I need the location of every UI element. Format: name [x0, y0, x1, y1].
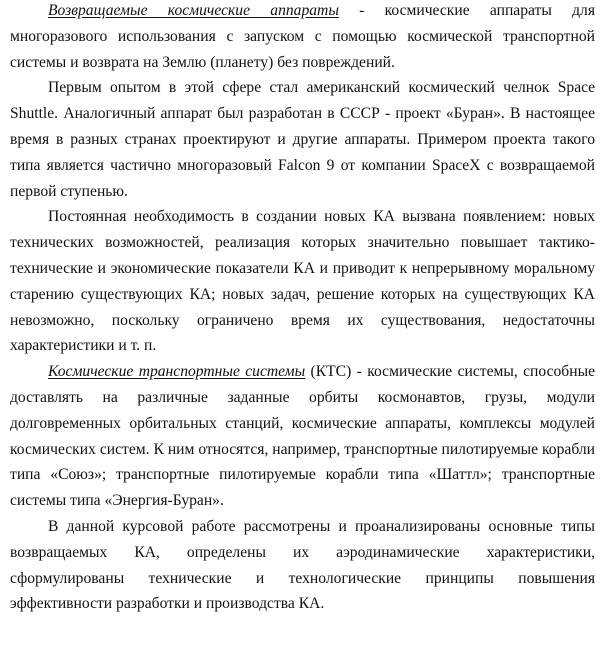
paragraph-necessity — [10, 204, 595, 359]
paragraph-text: Постоянная необходимость в создании новых КА вызвана появлением: новых технических возможностей, реализация которых значительно повышает тактико-технические и экономические показатели КА и приводит к непрерывному моральному старению существующих КА; новых задач, решение которых на существующих КА невозможно, поскольку ограничено время их существования, недостаточны характеристики и т. п. — [10, 208, 595, 355]
paragraph-text: - космические аппараты для многоразового использования с запуском с помощью космической транспортной системы и возврата на Землю (планету) без повреждений. — [10, 2, 595, 71]
paragraph-text: В данной курсовой работе рассмотрены и проанализированы основные типы возвращаемых КА, определены их аэродинамические характеристики, сформулированы технические и технологические принципы повышения эффективности разработки и производства КА. — [10, 517, 595, 613]
term-returnable-spacecraft: Возвращаемые космические аппараты — [48, 2, 339, 19]
paragraph-text: (КТС) - космические системы, способные доставлять на различные заданные орбиты космонавтов, грузы, модули долговременных орбитальных станций, космические аппараты, комплексы модулей космических систем. К ним относятся, например, транспортные пилотируемые корабли типа «Союз»; транспортные пилотируемые корабли типа «Шаттл»; транспортные системы типа «Энергия-Буран». — [10, 363, 595, 510]
paragraph-first-experience — [10, 75, 595, 204]
term-transport-systems: Космические транспортные системы — [48, 363, 306, 381]
paragraph-coursework — [10, 514, 595, 617]
paragraph-transport-systems — [10, 359, 595, 514]
paragraph-text: Первым опытом в этой сфере стал американский космический челнок Space Shuttle. Аналогичный аппарат был разработан в СССР - проект «Буран». В настоящее время в разных странах проектируют и другие аппараты. Примером проекта такого типа является частично многоразовый Falcon 9 от компании SpaceX с возвращаемой первой ступенью. — [10, 79, 595, 200]
paragraph-returnable-spacecraft — [10, 0, 595, 75]
